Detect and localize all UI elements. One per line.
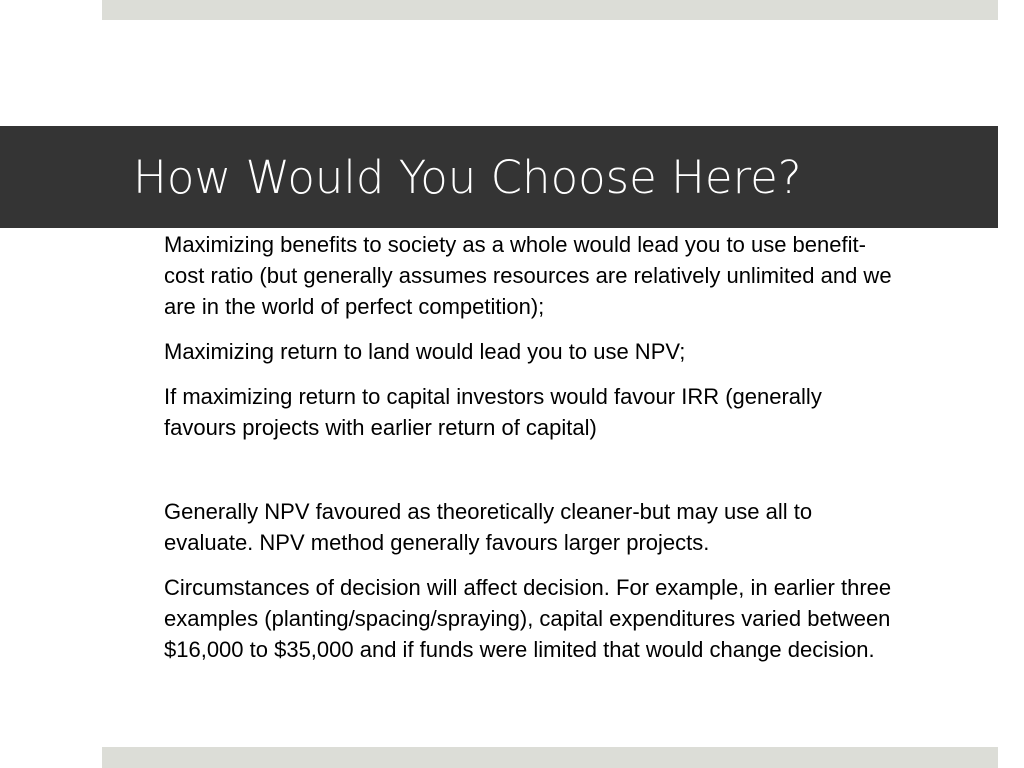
paragraph-spacer: [164, 457, 899, 496]
paragraph-npv: Maximizing return to land would lead you to use NPV;: [164, 339, 686, 364]
paragraph-irr: If maximizing return to capital investors would favour IRR (generally favours projects with earlier return of capital): [164, 384, 822, 440]
slide-title: How Would You Choose Here?: [133, 151, 802, 204]
paragraph-circumstances: Circumstances of decision will affect decision. For example, in earlier three examples (planting/spacing/spraying), capital expenditures varied between $16,000 to $35,000 and if funds were limited that would change decision.: [164, 575, 892, 662]
paragraph-benefit-cost: Maximizing benefits to society as a whole would lead you to use benefit-cost ratio (but generally assumes resources are relatively unlimited and we are in the world of perfect competition);: [164, 232, 892, 319]
top-decorative-stripe: [102, 0, 998, 20]
slide-body: [164, 229, 899, 679]
bottom-decorative-stripe: [102, 747, 998, 768]
paragraph-npv-favoured: Generally NPV favoured as theoretically cleaner-but may use all to evaluate. NPV method generally favours larger projects.: [164, 499, 813, 555]
